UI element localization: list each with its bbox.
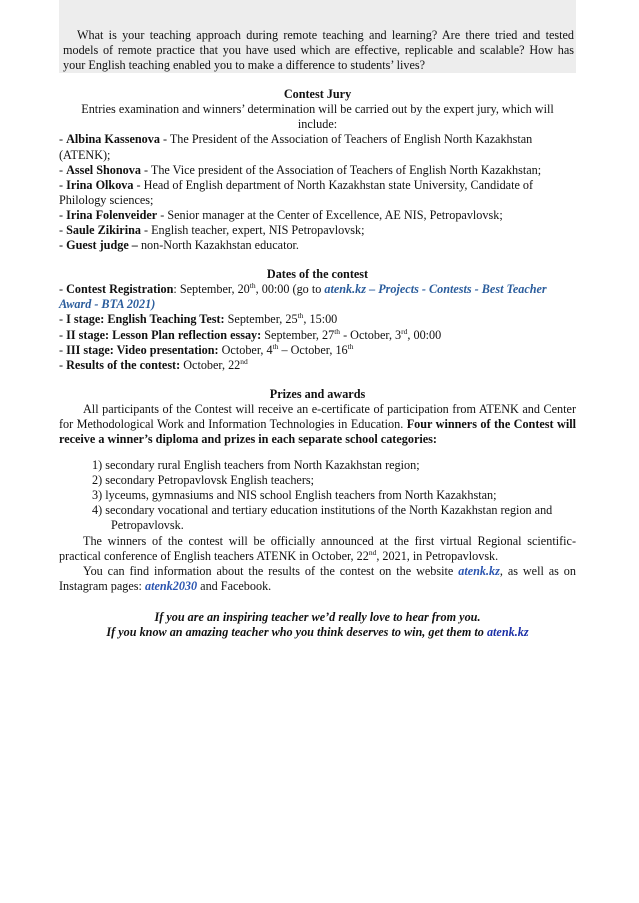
winners-paragraph: The winners of the contest will be officially announced at the first virtual Regional scientific-practical conference of English teachers ATENK in October, 22nd, 2021, in Petropavlovsk. bbox=[59, 533, 576, 563]
list-item: 4) secondary vocational and tertiary education institutions of the North Kazakhstan region and Petropavlovsk. bbox=[92, 503, 553, 533]
jury-member: - Albina Kassenova - The President of the Association of Teachers of English North Kazakhstan (ATENK); bbox=[59, 132, 533, 162]
dates-list bbox=[59, 282, 576, 373]
dates-heading: Dates of the contest bbox=[266, 267, 369, 282]
stage-one-date: - I stage: English Teaching Test: September, 25th, 15:00 bbox=[59, 311, 338, 327]
closing-line-2: If you know an amazing teacher who you think deserves to win, get them to atenk.kz bbox=[106, 625, 529, 639]
jury-member: - Irina Folenveider - Senior manager at the Center of Excellence, AE NIS, Petropavlovsk; bbox=[59, 207, 503, 222]
jury-member: - Assel Shonova - The Vice president of the Association of Teachers of English North Kazakhstan; bbox=[59, 162, 542, 177]
atenk-link[interactable]: atenk.kz bbox=[324, 282, 367, 297]
list-item: 1) secondary rural English teachers from North Kazakhstan region; bbox=[92, 458, 420, 473]
prizes-paragraph: All participants of the Contest will receive an e-certificate of participation from ATENK and Center for Methodological Work and Information Technologies in Education. Four winners of the Contest will receive a winner’s diploma and prizes in each separate school categories: bbox=[59, 401, 576, 446]
categories-list bbox=[59, 458, 576, 533]
jury-member: - Saule Zikirina - English teacher, expert, NIS Petropavlovsk; bbox=[59, 223, 365, 238]
jury-member: - Irina Olkova - Head of English department of North Kazakhstan state University, Candidate of Philology sciences; bbox=[59, 177, 534, 207]
closing-link[interactable]: atenk.kz bbox=[486, 625, 529, 639]
closing-message bbox=[59, 610, 576, 640]
jury-member: - Guest judge – non-North Kazakhstan educator. bbox=[59, 238, 299, 253]
list-item: 3) lyceums, gymnasiums and NIS school English teachers from North Kazakhstan; bbox=[92, 488, 497, 503]
list-item: 2) secondary Petropavlovsk English teachers; bbox=[92, 473, 315, 488]
stage-two-date: - II stage: Lesson Plan reflection essay: September, 27th - October, 3rd, 00:00 bbox=[59, 326, 442, 342]
document-page bbox=[59, 0, 576, 640]
intro-paragraph: What is your teaching approach during remote teaching and learning? Are there tried and tested models of remote practice that you have used which are effective, replicable and scalable? How has your English teaching enabled you to make a difference to students’ lives? bbox=[59, 0, 576, 73]
jury-intro: Entries examination and winners’ determination will be carried out by the expert jury, which will include: bbox=[81, 102, 554, 132]
closing-line-1: If you are an inspiring teacher we’d really love to hear from you. bbox=[154, 609, 481, 624]
projects-path-link[interactable]: – Projects - Contests - Best Teacher Award - BTA 2021 bbox=[59, 282, 547, 312]
results-date: - Results of the contest: October, 22nd bbox=[59, 356, 248, 372]
registration-date: - Contest Registration: September, 20th, 00:00 (go to atenk.kz – Projects - Contests - Best Teacher Award - BTA 2021) bbox=[59, 281, 547, 312]
results-info-paragraph: You can find information about the results of the contest on the website atenk.kz, as well as on Instagram pages: atenk2030 and Facebook. bbox=[59, 563, 576, 593]
instagram-link[interactable]: atenk2030 bbox=[144, 578, 198, 593]
jury-heading: Contest Jury bbox=[283, 87, 352, 102]
jury-list bbox=[59, 132, 576, 253]
website-link[interactable]: atenk.kz bbox=[458, 563, 500, 578]
stage-three-date: - III stage: Video presentation: October, 4th – October, 16th bbox=[59, 341, 354, 357]
prizes-heading: Prizes and awards bbox=[269, 386, 366, 401]
